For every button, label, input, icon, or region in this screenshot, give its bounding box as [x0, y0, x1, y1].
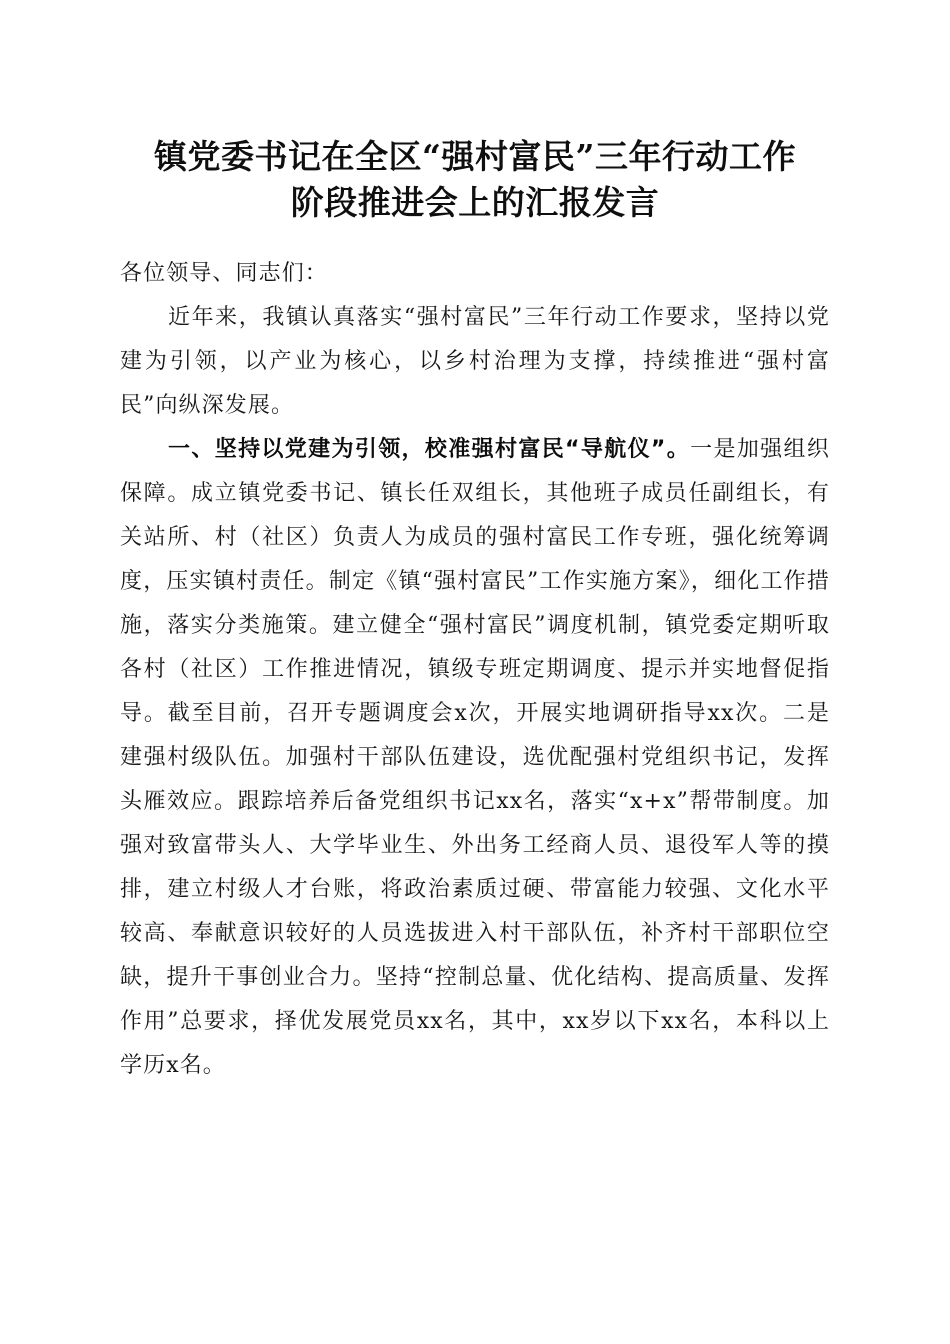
section-1-paragraph [120, 428, 830, 1088]
title-line-1: 镇党委书记在全区“强村富民”三年行动工作 [154, 137, 796, 176]
document-body [120, 252, 830, 1088]
section-1-body: 一是加强组织保障。成立镇党委书记、镇长任双组长，其他班子成员任副组长，有关站所、村（社区）负责人为成员的强村富民工作专班，强化统筹调度，压实镇村责任。制定《镇“强村富民”工作实施方案》，细化工作措施，落实分类施策。建立健全“强村富民”调度机制，镇党委定期听取各村（社区）工作推进情况，镇级专班定期调度、提示并实地督促指导。截至目前，召开专题调度会x次，开展实地调研指导xx次。二是建强村级队伍。加强村干部队伍建设，选优配强村党组织书记，发挥头雁效应。跟踪培养后备党组织书记xx名，落实“x+x”帮带制度。加强对致富带头人、大学毕业生、外出务工经商人员、退役军人等的摸排，建立村级人才台账，将政治素质过硬、带富能力较强、文化水平较高、奉献意识较好的人员选拔进入村干部队伍，补齐村干部职位空缺，提升干事创业合力。坚持“控制总量、优化结构、提高质量、发挥作用”总要求，择优发展党员xx名，其中，xx岁以下xx名，本科以上学历x名。 [120, 437, 830, 1078]
title-line-2: 阶段推进会上的汇报发言 [290, 183, 660, 222]
document-title [60, 134, 890, 226]
salutation: 各位领导、同志们： [120, 261, 328, 286]
intro-paragraph: 近年来，我镇认真落实“强村富民”三年行动工作要求，坚持以党建为引领，以产业为核心，以乡村治理为支撑，持续推进“强村富民”向纵深发展。 [120, 305, 830, 418]
section-1-heading: 一、坚持以党建为引领，校准强村富民“导航仪”。 [168, 437, 691, 462]
